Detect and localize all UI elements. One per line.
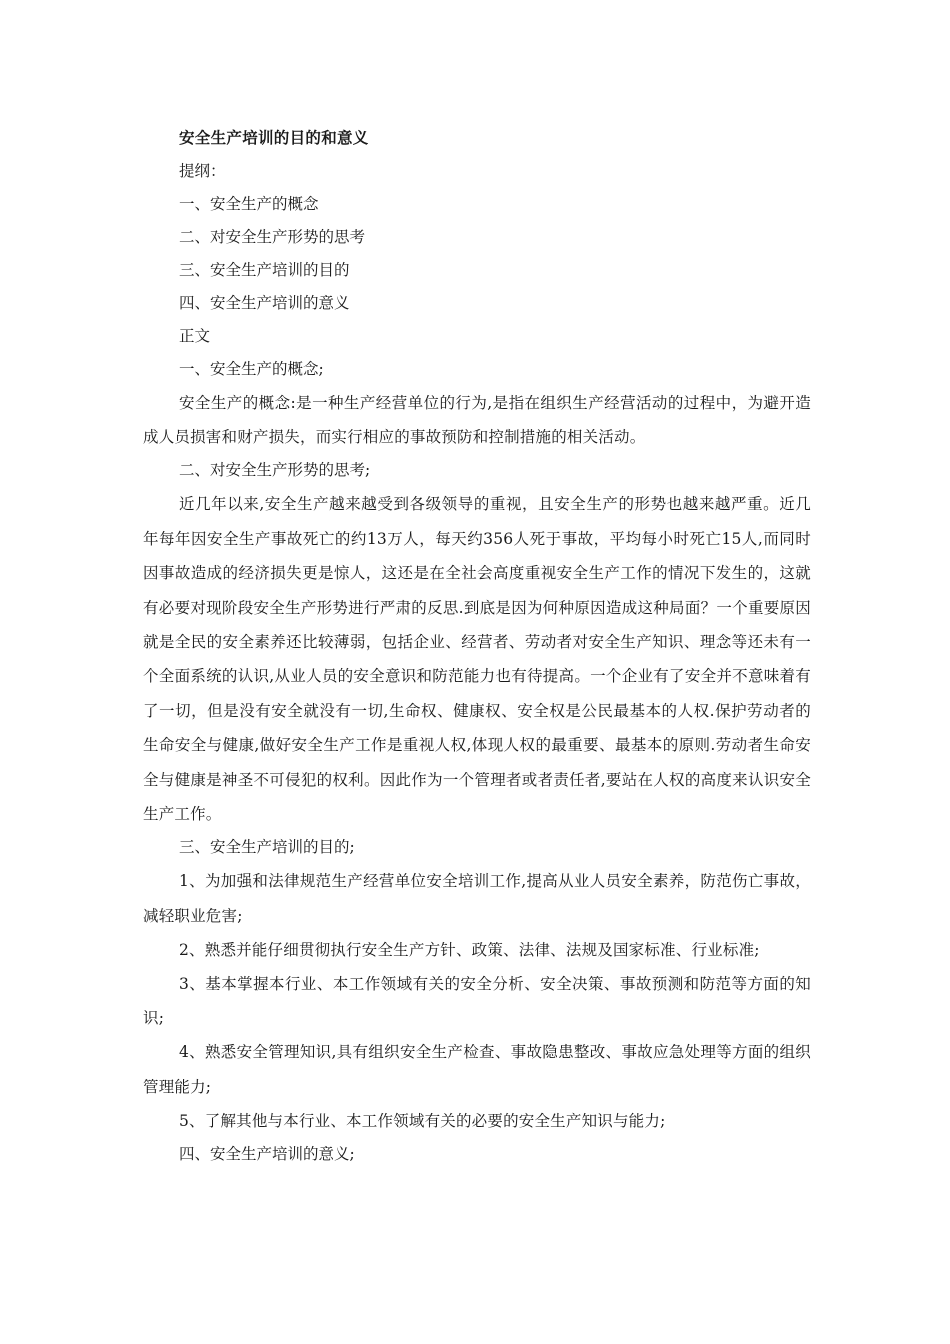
section-heading: 一、安全生产的概念; [179, 360, 324, 378]
outline-item: 四、安全生产培训的意义 [179, 294, 350, 312]
outline-item: 三、安全生产培训的目的 [179, 261, 350, 279]
section-heading: 四、安全生产培训的意义; [179, 1145, 355, 1164]
body-heading: 正文 [179, 327, 211, 345]
section-paragraph: 安全生产的概念:是一种生产经营单位的行为,是指在组织生产经营活动的过程中，为避开造成人员损害和财产损失，而实行相应的事故预防和控制措施的相关活动。 [143, 394, 811, 447]
purpose-item: 4、熟悉安全管理知识,具有组织安全生产检查、事故隐患整改、事故应急处理等方面的组织管理能力; [143, 1043, 811, 1096]
document-body [143, 121, 811, 1171]
purpose-item: 3、基本掌握本行业、本工作领域有关的安全分析、安全决策、事故预测和防范等方面的知识; [143, 975, 811, 1028]
purpose-item: 2、熟悉并能仔细贯彻执行安全生产方针、政策、法律、法规及国家标准、行业标准; [179, 940, 760, 959]
purpose-item: 5、了解其他与本行业、本工作领域有关的必要的安全生产知识与能力; [179, 1111, 666, 1130]
purpose-item: 1、为加强和法律规范生产经营单位安全培训工作,提高从业人员安全素养，防范伤亡事故，减轻职业危害; [143, 872, 811, 925]
outline-heading: 提纲： [179, 162, 226, 180]
outline-item: 二、对安全生产形势的思考 [179, 228, 366, 246]
outline-item: 一、安全生产的概念 [179, 195, 319, 213]
section-heading: 三、安全生产培训的目的; [179, 838, 355, 857]
document-title: 安全生产培训的目的和意义 [179, 128, 369, 147]
section-paragraph: 近几年以来,安全生产越来越受到各级领导的重视，且安全生产的形势也越来越严重。近几年每年因安全生产事故死亡的约13万人，每天约356人死于事故，平均每小时死亡15人,而同时因事故造成的经济损失更是惊人，这还是在全社会高度重视安全生产工作的情况下发生的，这就有必要对现阶段安全生产形势进行严肃的反思.到底是因为何种原因造成这种局面？一个重要原因就是全民的安全素养还比较薄弱，包括企业、经营者、劳动者对安全生产知识、理念等还未有一个全面系统的认识,从业人员的安全意识和防范能力也有待提高。一个企业有了安全并不意味着有了一切，但是没有安全就没有一切,生命权、健康权、安全权是公民最基本的人权.保护劳动者的生命安全与健康,做好安全生产工作是重视人权,体现人权的最重要、最基本的原则.劳动者生命安全与健康是神圣不可侵犯的权利。因此作为一个管理者或者责任者,要站在人权的高度来认识安全生产工作。 [143, 495, 811, 824]
section-heading: 二、对安全生产形势的思考; [179, 461, 371, 480]
